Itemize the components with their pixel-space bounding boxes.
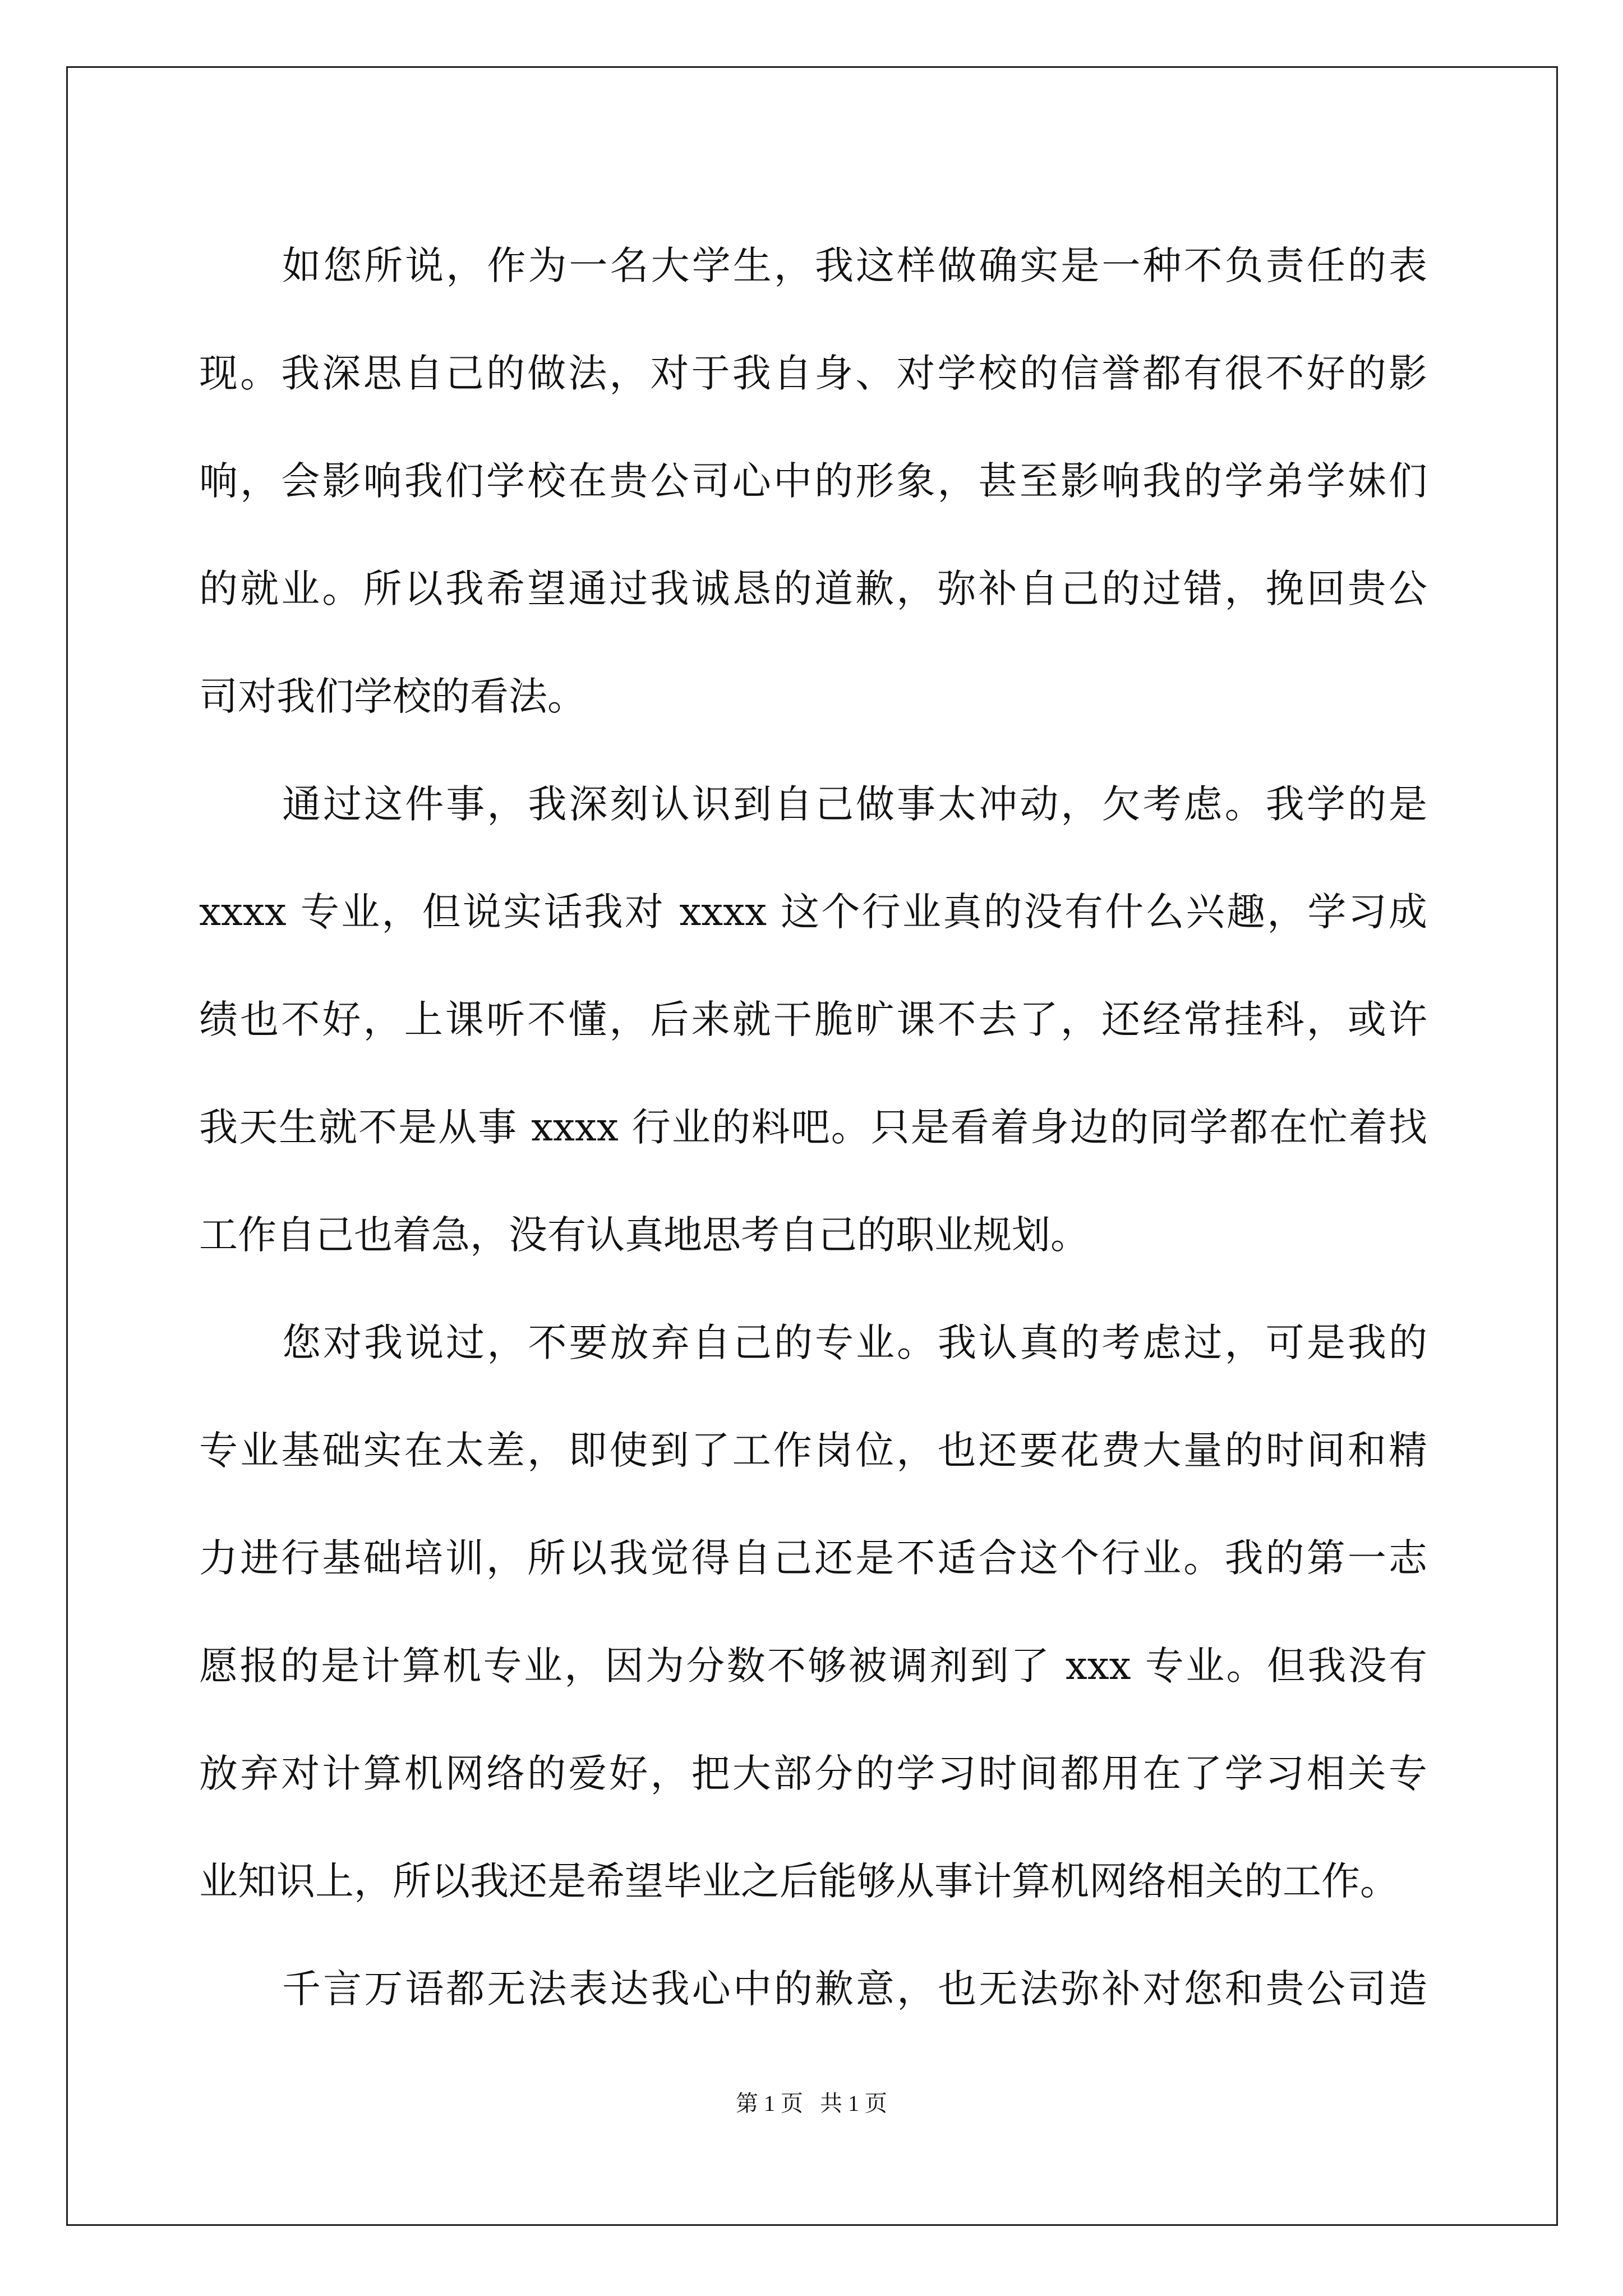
paragraph-2-line-3: 绩也不好，上课听不懂，后来就干脆旷课不去了，还经常挂科，或许 <box>199 997 1427 1042</box>
paragraph-1-line-1: 如您所说，作为一名大学生，我这样做确实是一种不负责任的表 <box>282 243 1427 288</box>
paragraph-1-line-3: 响，会影响我们学校在贵公司心中的形象，甚至影响我的学弟学妹们 <box>199 459 1427 504</box>
paragraph-4-line-1: 千言万语都无法表达我心中的歉意，也无法弥补对您和贵公司造 <box>282 1967 1427 2012</box>
paragraph-3-line-1: 您对我说过，不要放弃自己的专业。我认真的考虑过，可是我的 <box>282 1320 1427 1365</box>
document-body <box>199 212 1427 2043</box>
paragraph-3-line-5: 放弃对计算机网络的爱好，把大部分的学习时间都用在了学习相关专 <box>199 1751 1427 1796</box>
paragraph-1-line-2: 现。我深思自己的做法，对于我自身、对学校的信誉都有很不好的影 <box>199 351 1427 396</box>
paragraph-3-line-6: 业知识上，所以我还是希望毕业之后能够从事计算机网络相关的工作。 <box>199 1859 1399 1904</box>
paragraph-2-line-4: 我天生就不是从事 xxxx 行业的料吧。只是看着身边的同学都在忙着找 <box>199 1105 1427 1150</box>
paragraph-1-line-4: 的就业。所以我希望通过我诚恳的道歉，弥补自己的过错，挽回贵公 <box>199 567 1427 611</box>
paragraph-2-line-1: 通过这件事，我深刻认识到自己做事太冲动，欠考虑。我学的是 <box>282 782 1427 827</box>
paragraph-3-line-2: 专业基础实在太差，即使到了工作岗位，也还要花费大量的时间和精 <box>199 1428 1427 1473</box>
paragraph-3-line-4: 愿报的是计算机专业，因为分数不够被调剂到了 xxx 专业。但我没有 <box>199 1644 1427 1688</box>
paragraph-2-line-5: 工作自己也着急，没有认真地思考自己的职业规划。 <box>199 1213 1089 1258</box>
paragraph-2-line-2: xxxx 专业，但说实话我对 xxxx 这个行业真的没有什么兴趣，学习成 <box>199 890 1427 935</box>
page-footer: 第 1 页 共 1 页 <box>736 2091 887 2116</box>
paragraph-1-line-5: 司对我们学校的看法。 <box>199 674 586 719</box>
paragraph-3-line-3: 力进行基础培训，所以我觉得自己还是不适合这个行业。我的第一志 <box>199 1536 1427 1581</box>
